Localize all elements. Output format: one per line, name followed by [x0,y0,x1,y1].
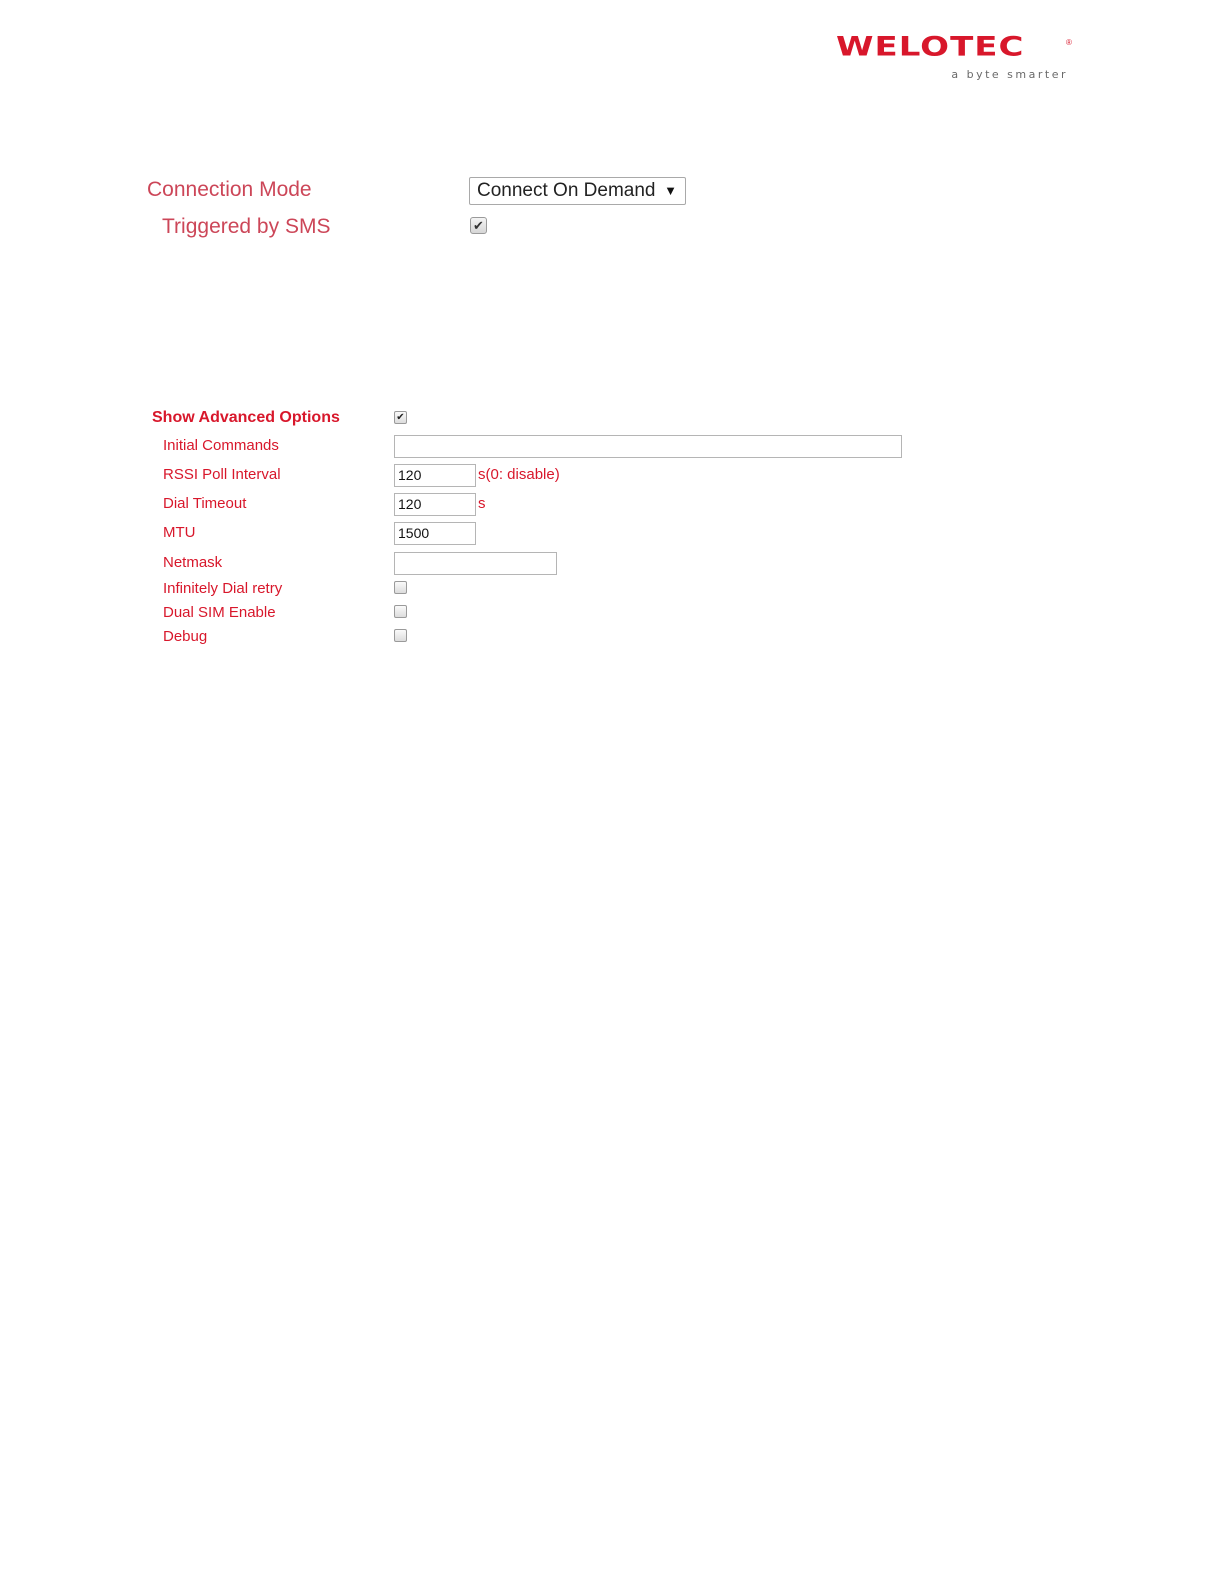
registered-mark: ® [1066,38,1072,47]
netmask-label: Netmask [163,554,223,571]
show-advanced-options-label: Show Advanced Options [152,409,340,426]
debug-label: Debug [163,628,208,645]
logo-tagline: a byte smarter [951,68,1068,81]
infinitely-dial-retry-label: Infinitely Dial retry [163,580,283,597]
dual-sim-enable-checkbox[interactable] [394,605,407,618]
triggered-by-sms-label: Triggered by SMS [162,215,331,238]
triggered-by-sms-checkbox[interactable] [470,217,487,234]
mtu-label: MTU [163,524,196,541]
netmask-input[interactable] [394,552,557,575]
initial-commands-label: Initial Commands [163,437,279,454]
checkmark-icon: ✔ [396,412,405,423]
rssi-poll-interval-input[interactable]: 120 [394,464,476,487]
debug-checkbox[interactable] [394,629,407,642]
dial-timeout-label: Dial Timeout [163,495,247,512]
dual-sim-enable-label: Dual SIM Enable [163,604,276,621]
chevron-down-icon: ▼ [664,183,677,198]
show-advanced-options-checkbox[interactable] [394,411,407,424]
welotec-logo [836,32,1076,84]
connection-mode-select[interactable] [469,177,686,205]
mtu-input[interactable]: 1500 [394,522,476,545]
initial-commands-input[interactable] [394,435,902,458]
rssi-poll-interval-label: RSSI Poll Interval [163,466,281,483]
dial-timeout-unit: s [478,495,486,512]
logo-wordmark: WELOTEC [836,31,1025,63]
connection-mode-label: Connection Mode [147,178,312,201]
rssi-poll-interval-unit: s(0: disable) [478,466,560,483]
connection-mode-value: Connect On Demand [477,180,656,201]
infinitely-dial-retry-checkbox[interactable] [394,581,407,594]
dial-timeout-input[interactable]: 120 [394,493,476,516]
checkmark-icon: ✔ [473,218,484,233]
